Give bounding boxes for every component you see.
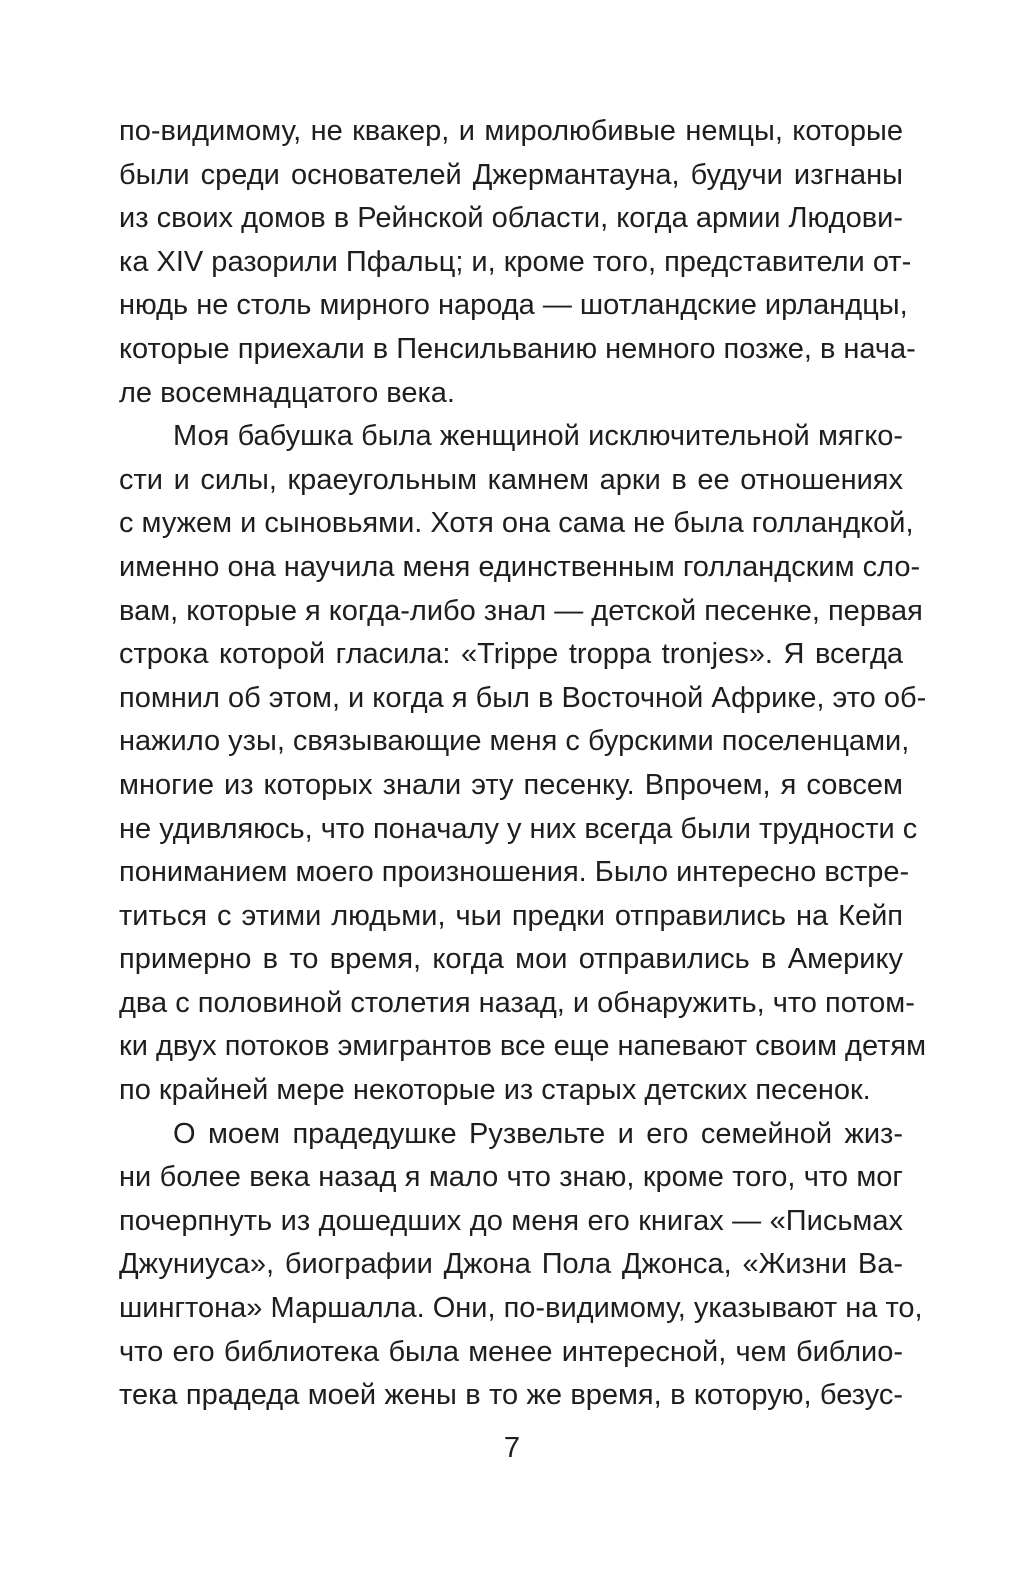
text-line: сти и силы, краеугольным камнем арки в ее отношениях <box>119 463 903 496</box>
text-line: Джуниуса», биографии Джона Пола Джонса, «Жизни Ва- <box>119 1248 903 1281</box>
text-line: строка которой гласила: «Trippe troppa tronjes». Я всегда <box>119 638 903 671</box>
page-number: 7 <box>503 1432 521 1464</box>
text-line: многие из которых знали эту песенку. Впрочем, я совсем <box>119 768 903 801</box>
text-line: что его библиотека была менее интересной, чем библио- <box>119 1335 903 1368</box>
text-line: почерпнуть из дошедших до меня его книгах — «Письмах <box>119 1204 903 1237</box>
text-line: ки двух потоков эмигрантов все еще напевают своим детям <box>119 1030 927 1063</box>
text-line: нажило узы, связывающие меня с бурскими поселенцами, <box>119 725 910 758</box>
text-line: пониманием моего произношения. Было интересно встре- <box>119 856 910 889</box>
body-text <box>119 110 927 1418</box>
text-line: О моем прадедушке Рузвельте и его семейной жиз- <box>173 1117 903 1150</box>
text-line: из своих домов в Рейнской области, когда армии Людови- <box>119 202 903 235</box>
text-line: именно она научила меня единственным голландским сло- <box>119 550 921 583</box>
text-line: по-видимому, не квакер, и миролюбивые немцы, которые <box>119 115 903 147</box>
text-line: ле восемнадцатого века. <box>119 376 455 409</box>
text-line: Моя бабушка была женщиной исключительной мягко- <box>173 420 903 453</box>
text-line: ни более века назад я мало что знаю, кроме того, что мог <box>119 1161 903 1194</box>
text-line: титься с этими людьми, чьи предки отправились на Кейп <box>119 899 903 932</box>
text-line: помнил об этом, и когда я был в Восточной Африке, это об- <box>119 681 927 714</box>
text-line: нюдь не столь мирного народа — шотландские ирландцы, <box>119 289 908 322</box>
text-line: с мужем и сыновьями. Хотя она сама не была голландкой, <box>119 507 914 540</box>
text-line: вам, которые я когда-либо знал — детской песенке, первая <box>119 594 923 627</box>
text-line: которые приехали в Пенсильванию немного позже, в нача- <box>119 332 916 365</box>
text-line: тека прадеда моей жены в то же время, в которую, безус- <box>119 1379 903 1412</box>
text-line: были среди основателей Джермантауна, будучи изгнаны <box>119 158 903 191</box>
text-line: примерно в то время, когда мои отправились в Америку <box>119 943 903 976</box>
text-line: по крайней мере некоторые из старых детских песенок. <box>119 1074 871 1107</box>
text-line: ка XIV разорили Пфальц; и, кроме того, представители от- <box>119 245 912 278</box>
text-line: не удивляюсь, что поначалу у них всегда были трудности с <box>119 812 918 845</box>
text-line: два с половиной столетия назад, и обнаружить, что потом- <box>119 986 915 1019</box>
text-line: шингтона» Маршалла. Они, по-видимому, указывают на то, <box>119 1292 923 1325</box>
